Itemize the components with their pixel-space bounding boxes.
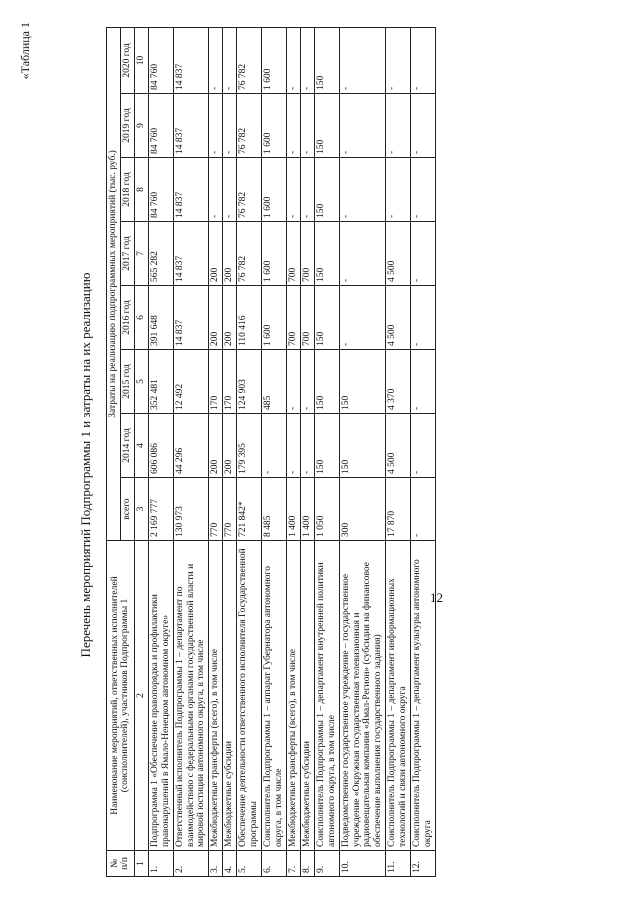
year-value: 1 600: [262, 27, 287, 93]
header-costs: Затраты на реализацию подпрограммных мероприятий (тыс. руб.): [107, 27, 121, 540]
header-total: всего: [120, 478, 134, 541]
table-row: [209, 27, 223, 876]
year-value: 1 600: [262, 222, 287, 286]
header-year: 2019 год: [120, 94, 134, 158]
year-value: -: [286, 158, 300, 222]
row-name: Соисполнитель Подпрограммы 1 – департамент культуры автономного округа: [411, 541, 436, 851]
year-value: 150: [314, 94, 339, 158]
year-value: 150: [314, 27, 339, 93]
year-value: -: [300, 414, 314, 478]
year-value: 150: [314, 350, 339, 414]
year-value: 200: [223, 222, 237, 286]
row-number: 12.: [411, 851, 436, 877]
total-value: 1 400: [286, 478, 300, 541]
year-value: -: [411, 158, 436, 222]
year-value: 150: [339, 414, 386, 478]
index-cell: 10: [134, 27, 148, 93]
year-value: -: [339, 94, 386, 158]
header-num: № п/п: [107, 851, 135, 877]
row-number: 7.: [286, 851, 300, 877]
year-value: 84 760: [148, 158, 173, 222]
year-value: 170: [223, 350, 237, 414]
row-number: 4.: [223, 851, 237, 877]
document-title: Перечень мероприятий Подпрограммы 1 и затраты на их реализацию: [78, 272, 93, 658]
year-value: -: [223, 158, 237, 222]
table-row: [386, 27, 411, 876]
year-value: -: [209, 158, 223, 222]
table-row: [300, 27, 314, 876]
table-row: [314, 27, 339, 876]
total-value: 770: [223, 478, 237, 541]
year-value: 4 370: [386, 350, 411, 414]
year-value: -: [300, 27, 314, 93]
index-cell: 8: [134, 158, 148, 222]
year-value: 200: [223, 414, 237, 478]
year-value: -: [411, 94, 436, 158]
total-value: 130 973: [173, 478, 209, 541]
index-cell: 3: [134, 478, 148, 541]
header-year: 2017 год: [120, 222, 134, 286]
index-cell: 4: [134, 414, 148, 478]
year-value: -: [286, 414, 300, 478]
year-value: -: [411, 27, 436, 93]
total-value: 721 842*: [237, 478, 262, 541]
year-value: 84 760: [148, 94, 173, 158]
row-number: 11.: [386, 851, 411, 877]
year-value: -: [286, 94, 300, 158]
row-name: Подведомственное государственное учреждение – государственное учреждение «Окружная государственная телевизионная и радиовещательная компания «Ямал-Регион» (субсидия на финансовое обеспечение выполнения государственного задания): [339, 541, 386, 851]
year-value: 14 837: [173, 286, 209, 350]
header-year: 2014 год: [120, 414, 134, 478]
year-value: 700: [286, 222, 300, 286]
row-name: Межбюджетные субсидии: [223, 541, 237, 851]
year-value: 150: [314, 414, 339, 478]
year-value: 200: [223, 286, 237, 350]
year-value: 150: [314, 222, 339, 286]
year-value: 485: [262, 350, 287, 414]
year-value: 76 782: [237, 158, 262, 222]
year-value: 150: [314, 158, 339, 222]
year-value: 124 903: [237, 350, 262, 414]
year-value: 76 782: [237, 94, 262, 158]
total-value: -: [411, 478, 436, 541]
row-name: Ответственный исполнитель Подпрограммы 1 – департамент по взаимодействию с федеральными органами государственной власти и мировой юстиции автономного округа, в том числе: [173, 541, 209, 851]
total-value: 17 870: [386, 478, 411, 541]
year-value: 14 837: [173, 158, 209, 222]
year-value: 76 782: [237, 27, 262, 93]
year-value: 12 492: [173, 350, 209, 414]
year-value: 606 086: [148, 414, 173, 478]
table-row: [237, 27, 262, 876]
year-value: 200: [209, 414, 223, 478]
year-value: 150: [314, 286, 339, 350]
year-value: 4 500: [386, 222, 411, 286]
row-name: Подпрограмма 1 «Обеспечение правопорядка и профилактики правонарушений в Ямало-Ненецком автономном округе»: [148, 541, 173, 851]
year-value: 84 760: [148, 27, 173, 93]
header-name: Наименование мероприятий, ответственных исполнителей (соисполнителей), участников Подпрограммы 1: [107, 541, 135, 851]
year-value: 14 837: [173, 27, 209, 93]
year-value: 565 282: [148, 222, 173, 286]
year-value: 150: [339, 350, 386, 414]
year-value: 700: [286, 286, 300, 350]
row-number: 3.: [209, 851, 223, 877]
row-name: Соисполнитель Подпрограммы 1 – аппарат Губернатора автономного округа, в том числе: [262, 541, 287, 851]
year-value: 1 600: [262, 158, 287, 222]
year-value: 200: [209, 286, 223, 350]
header-year: 2015 год: [120, 350, 134, 414]
year-value: -: [386, 27, 411, 93]
table-row: [148, 27, 173, 876]
year-value: -: [209, 94, 223, 158]
year-value: 179 395: [237, 414, 262, 478]
index-cell: 7: [134, 222, 148, 286]
year-value: -: [300, 350, 314, 414]
table-row: [223, 27, 237, 876]
row-number: 8.: [300, 851, 314, 877]
table-row: [173, 27, 209, 876]
index-cell: 1: [134, 851, 148, 877]
year-value: -: [223, 27, 237, 93]
year-value: -: [339, 158, 386, 222]
year-value: 14 837: [173, 222, 209, 286]
year-value: -: [411, 286, 436, 350]
year-value: -: [300, 158, 314, 222]
row-number: 2.: [173, 851, 209, 877]
year-value: -: [339, 27, 386, 93]
row-name: Межбюджетные трансферты (всего), в том числе: [209, 541, 223, 851]
year-value: -: [386, 94, 411, 158]
row-name: Межбюджетные трансферты (всего), в том числе: [286, 541, 300, 851]
page-number: 12: [430, 590, 443, 605]
year-value: 700: [300, 286, 314, 350]
row-name: Соисполнитель Подпрограммы 1 – департамент внутренней политики автономного округа, в том числе: [314, 541, 339, 851]
year-value: 1 600: [262, 286, 287, 350]
table-row: [339, 27, 386, 876]
year-value: 1 600: [262, 94, 287, 158]
row-number: 6.: [262, 851, 287, 877]
year-value: 352 481: [148, 350, 173, 414]
year-value: -: [339, 286, 386, 350]
table-row: [286, 27, 300, 876]
row-number: 10.: [339, 851, 386, 877]
year-value: 4 500: [386, 414, 411, 478]
year-value: 76 782: [237, 222, 262, 286]
year-value: 44 296: [173, 414, 209, 478]
year-value: 700: [300, 222, 314, 286]
year-value: 170: [209, 350, 223, 414]
year-value: -: [411, 414, 436, 478]
year-value: -: [339, 222, 386, 286]
row-name: Межбюджетные субсидии: [300, 541, 314, 851]
year-value: 200: [209, 222, 223, 286]
row-number: 9.: [314, 851, 339, 877]
index-row: [134, 27, 148, 876]
costs-table: [106, 27, 436, 877]
year-value: -: [386, 158, 411, 222]
year-value: -: [411, 350, 436, 414]
index-cell: 5: [134, 350, 148, 414]
year-value: -: [209, 27, 223, 93]
table-body: [148, 27, 435, 876]
header-year: 2016 год: [120, 286, 134, 350]
row-name: Соисполнитель Подпрограммы 1 – департамент информационных технологий и связи автономного округа: [386, 541, 411, 851]
row-number: 1.: [148, 851, 173, 877]
year-value: -: [286, 27, 300, 93]
index-cell: 6: [134, 286, 148, 350]
total-value: 1 050: [314, 478, 339, 541]
row-name: Обеспечение деятельности ответственного исполнителя Государственной программы: [237, 541, 262, 851]
year-value: -: [286, 350, 300, 414]
year-value: -: [300, 94, 314, 158]
header-year: 2018 год: [120, 158, 134, 222]
year-value: -: [223, 94, 237, 158]
year-value: 110 416: [237, 286, 262, 350]
header-year: 2020 год: [120, 27, 134, 93]
row-number: 5.: [237, 851, 262, 877]
total-value: 770: [209, 478, 223, 541]
total-value: 8 485: [262, 478, 287, 541]
total-value: 1 400: [300, 478, 314, 541]
year-value: -: [262, 414, 287, 478]
year-value: 4 500: [386, 286, 411, 350]
year-value: 14 837: [173, 94, 209, 158]
index-cell: 2: [134, 541, 148, 851]
table-row: [262, 27, 287, 876]
year-value: -: [411, 222, 436, 286]
table-caption: «Таблица 1: [18, 22, 32, 80]
total-value: 300: [339, 478, 386, 541]
table-row: [411, 27, 436, 876]
index-cell: 9: [134, 94, 148, 158]
year-value: 391 648: [148, 286, 173, 350]
total-value: 2 169 777: [148, 478, 173, 541]
